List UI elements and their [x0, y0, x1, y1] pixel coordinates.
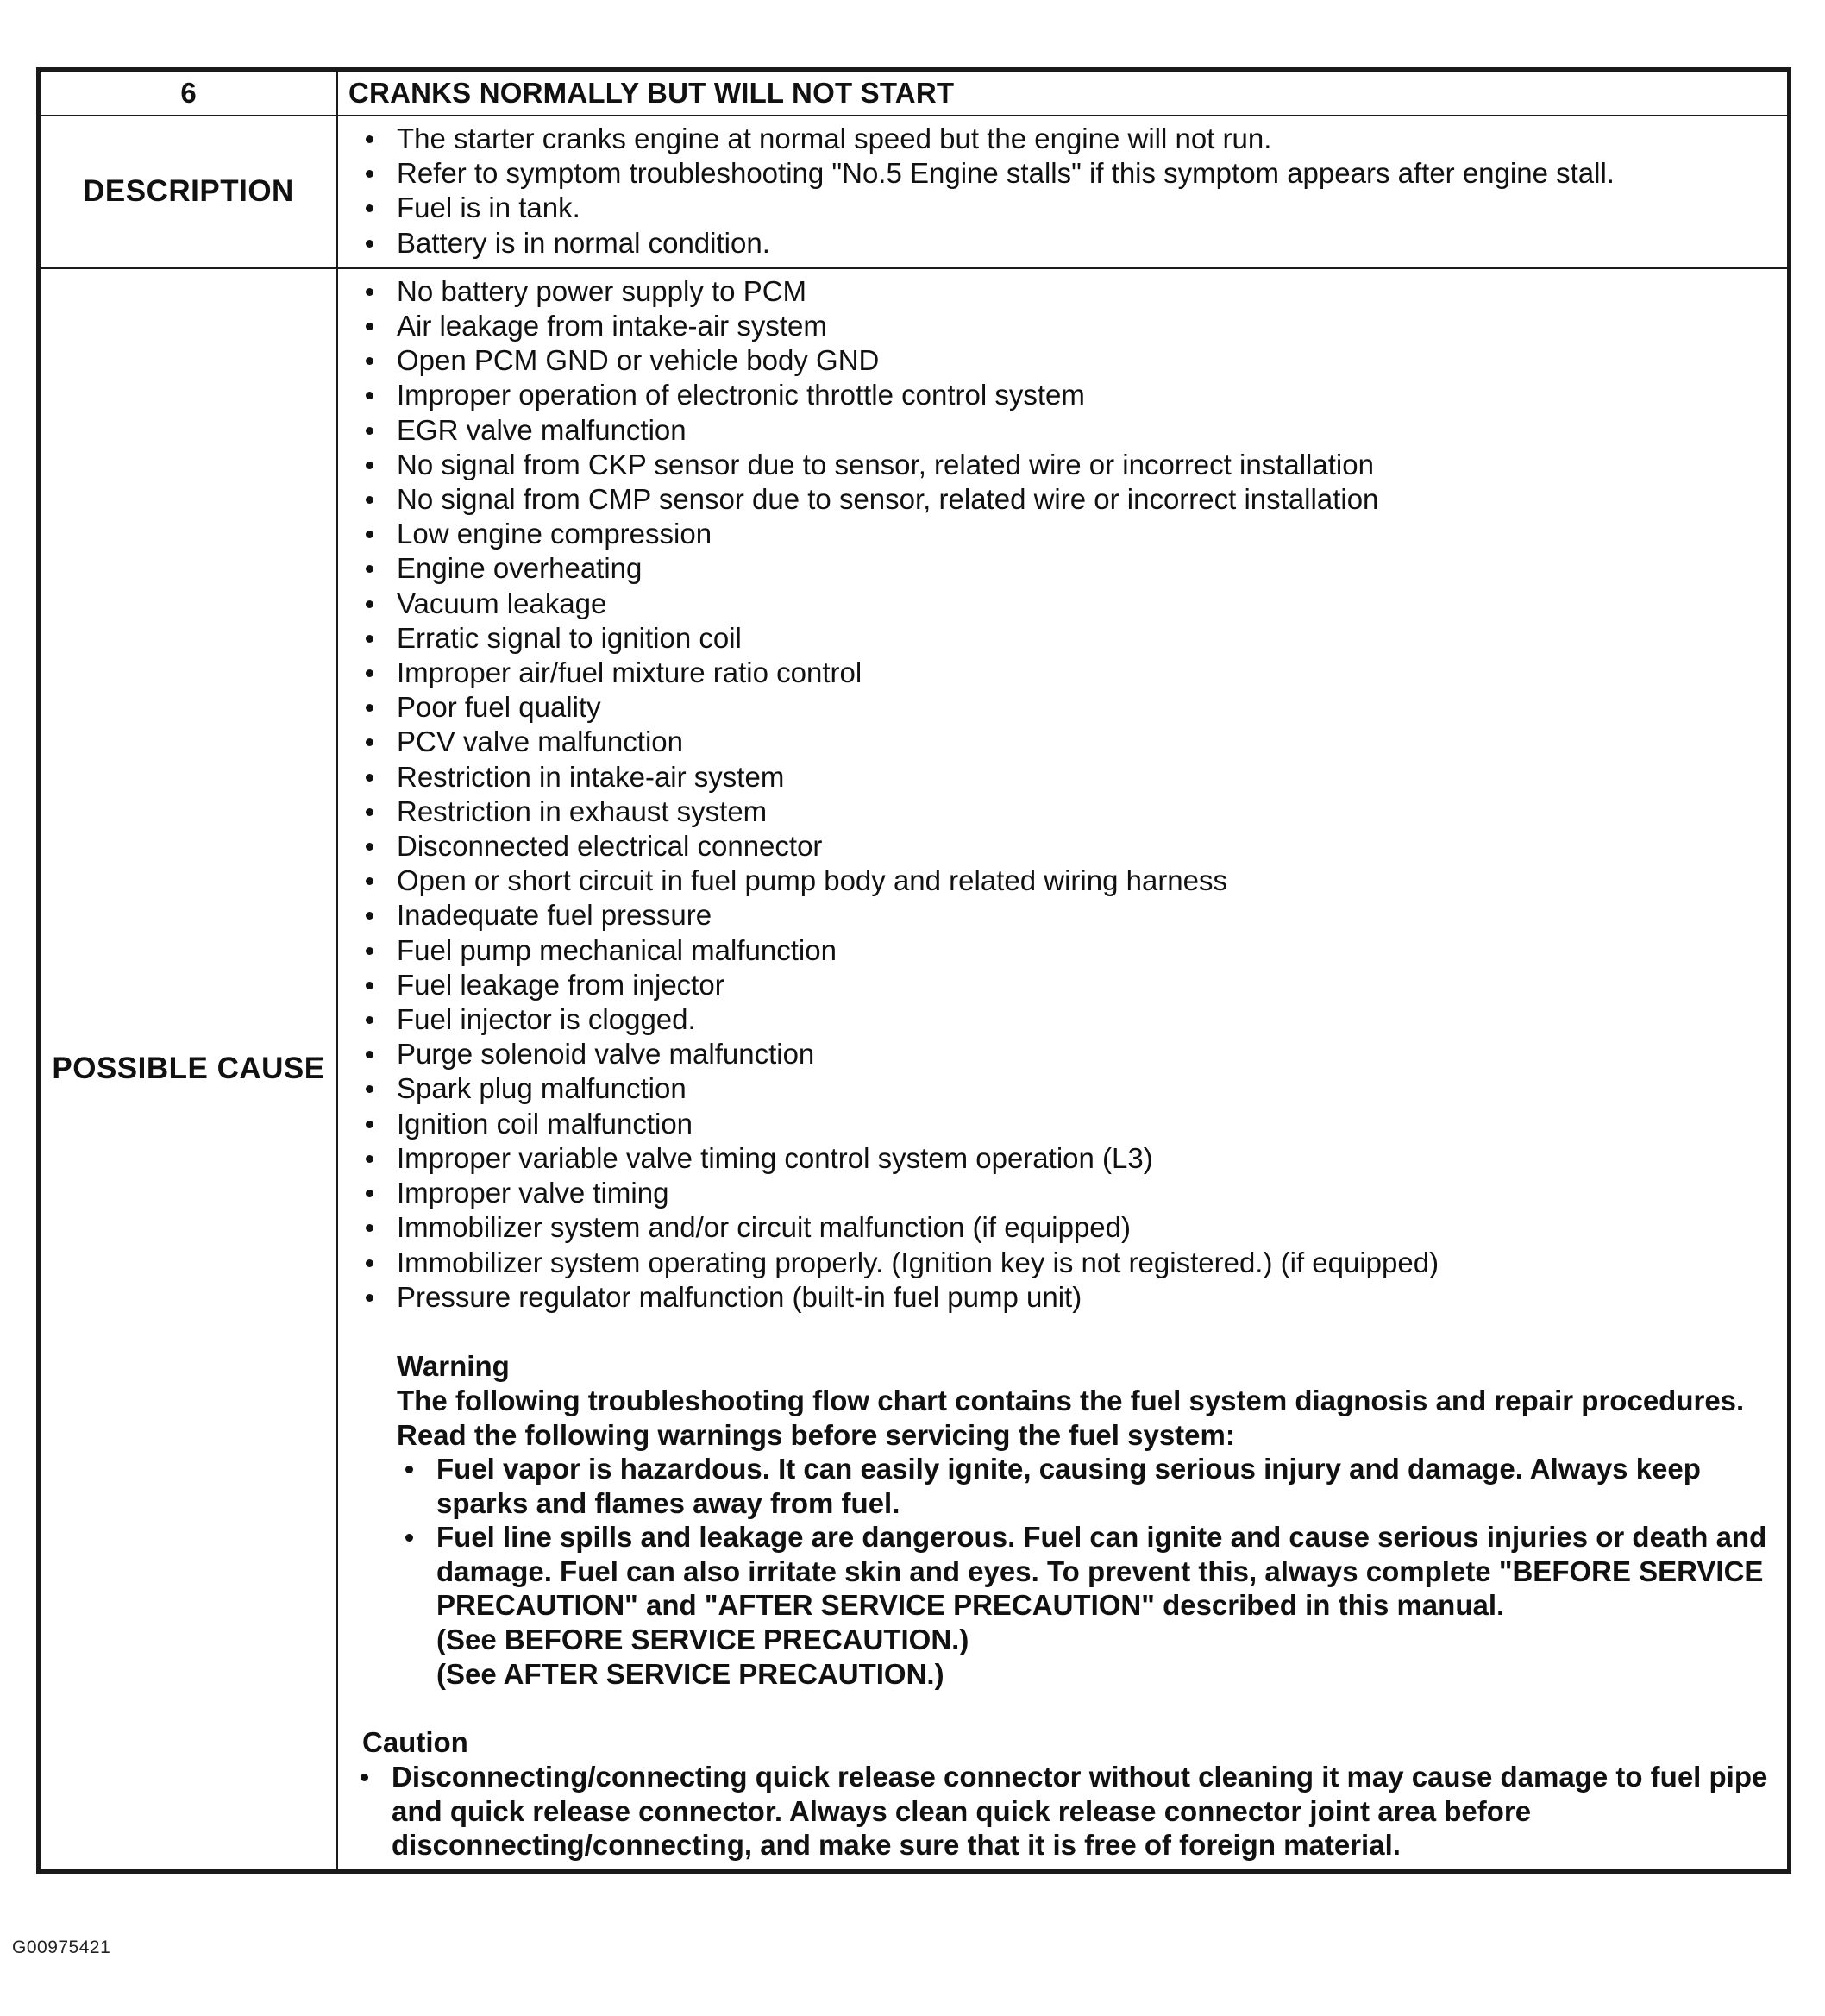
list-item: Inadequate fuel pressure — [352, 898, 1770, 933]
list-item: Fuel injector is clogged. — [352, 1002, 1770, 1037]
list-item: No battery power supply to PCM — [352, 274, 1770, 309]
possible-cause-label: POSSIBLE CAUSE — [40, 268, 337, 1870]
list-item: EGR valve malfunction — [352, 413, 1770, 448]
list-item: Vacuum leakage — [352, 587, 1770, 621]
list-item: Restriction in intake-air system — [352, 760, 1770, 794]
list-item: Improper operation of electronic throttle control system — [352, 378, 1770, 412]
caution-heading: Caution — [362, 1726, 468, 1759]
description-row — [40, 116, 1788, 268]
warning-item-text: Fuel line spills and leakage are dangerous. Fuel can ignite and cause serious injuries or death and damage. Fuel can also irritate skin and eyes. To prevent this, always complete "BEFORE SERVICE PRECAUTION" and "AFTER SERVICE PRECAUTION" described in this manual. — [436, 1521, 1767, 1622]
caution-list — [352, 1760, 1770, 1862]
list-item: Immobilizer system and/or circuit malfunction (if equipped) — [352, 1210, 1770, 1245]
caution-block — [362, 1725, 1770, 1862]
header-row — [40, 71, 1788, 116]
symptom-title: CRANKS NORMALLY BUT WILL NOT START — [337, 71, 1788, 116]
figure-id: G00975421 — [12, 1937, 111, 1957]
list-item: Refer to symptom troubleshooting "No.5 Engine stalls" if this symptom appears after engine stall. — [352, 156, 1770, 191]
list-item: Pressure regulator malfunction (built-in fuel pump unit) — [352, 1280, 1770, 1315]
list-item: Immobilizer system operating properly. (Ignition key is not registered.) (if equipped) — [352, 1246, 1770, 1280]
troubleshooting-table-frame — [36, 67, 1791, 1874]
list-item: Battery is in normal condition. — [352, 226, 1770, 261]
list-item: Fuel is in tank. — [352, 191, 1770, 225]
list-item: No signal from CKP sensor due to sensor, related wire or incorrect installation — [352, 448, 1770, 482]
list-item: Ignition coil malfunction — [352, 1107, 1770, 1141]
caution-item: Disconnecting/connecting quick release connector without cleaning it may cause damage to fuel pipe and quick release connector. Always clean quick release connector joint area before disconnecting/connecting, and make sure that it is free of foreign material. — [352, 1760, 1770, 1862]
description-label: DESCRIPTION — [40, 116, 337, 268]
warning-heading: Warning — [397, 1349, 510, 1382]
list-item: Poor fuel quality — [352, 690, 1770, 725]
description-cell — [337, 116, 1788, 268]
list-item: Open or short circuit in fuel pump body and related wiring harness — [352, 864, 1770, 898]
possible-cause-list — [352, 274, 1770, 1315]
list-item: Open PCM GND or vehicle body GND — [352, 343, 1770, 378]
list-item: Fuel leakage from injector — [352, 968, 1770, 1002]
list-item: Restriction in exhaust system — [352, 794, 1770, 829]
warning-item — [397, 1520, 1770, 1691]
warning-block — [397, 1349, 1770, 1691]
list-item: Erratic signal to ignition coil — [352, 621, 1770, 656]
description-list — [352, 122, 1770, 261]
see-before-link[interactable]: (See BEFORE SERVICE PRECAUTION.) — [436, 1623, 969, 1656]
list-item: Improper variable valve timing control system operation (L3) — [352, 1141, 1770, 1176]
warning-intro: The following troubleshooting flow chart contains the fuel system diagnosis and repair procedures. Read the following warnings before servicing the fuel system: — [397, 1384, 1745, 1451]
list-item: Fuel pump mechanical malfunction — [352, 933, 1770, 968]
troubleshooting-table — [39, 70, 1789, 1871]
list-item: Air leakage from intake-air system — [352, 309, 1770, 343]
warning-item: Fuel vapor is hazardous. It can easily ignite, causing serious injury and damage. Always keep sparks and flames away from fuel. — [397, 1452, 1770, 1520]
warning-list — [397, 1452, 1770, 1691]
list-item: Low engine compression — [352, 517, 1770, 551]
see-after-link[interactable]: (See AFTER SERVICE PRECAUTION.) — [436, 1657, 944, 1690]
possible-cause-row — [40, 268, 1788, 1870]
list-item: No signal from CMP sensor due to sensor, related wire or incorrect installation — [352, 482, 1770, 517]
list-item: Improper valve timing — [352, 1176, 1770, 1210]
list-item: Improper air/fuel mixture ratio control — [352, 656, 1770, 690]
list-item: Disconnected electrical connector — [352, 829, 1770, 864]
list-item: PCV valve malfunction — [352, 725, 1770, 759]
list-item: Engine overheating — [352, 551, 1770, 586]
list-item: The starter cranks engine at normal speed but the engine will not run. — [352, 122, 1770, 156]
list-item: Purge solenoid valve malfunction — [352, 1037, 1770, 1071]
possible-cause-cell — [337, 268, 1788, 1870]
list-item: Spark plug malfunction — [352, 1071, 1770, 1106]
symptom-number: 6 — [40, 71, 337, 116]
